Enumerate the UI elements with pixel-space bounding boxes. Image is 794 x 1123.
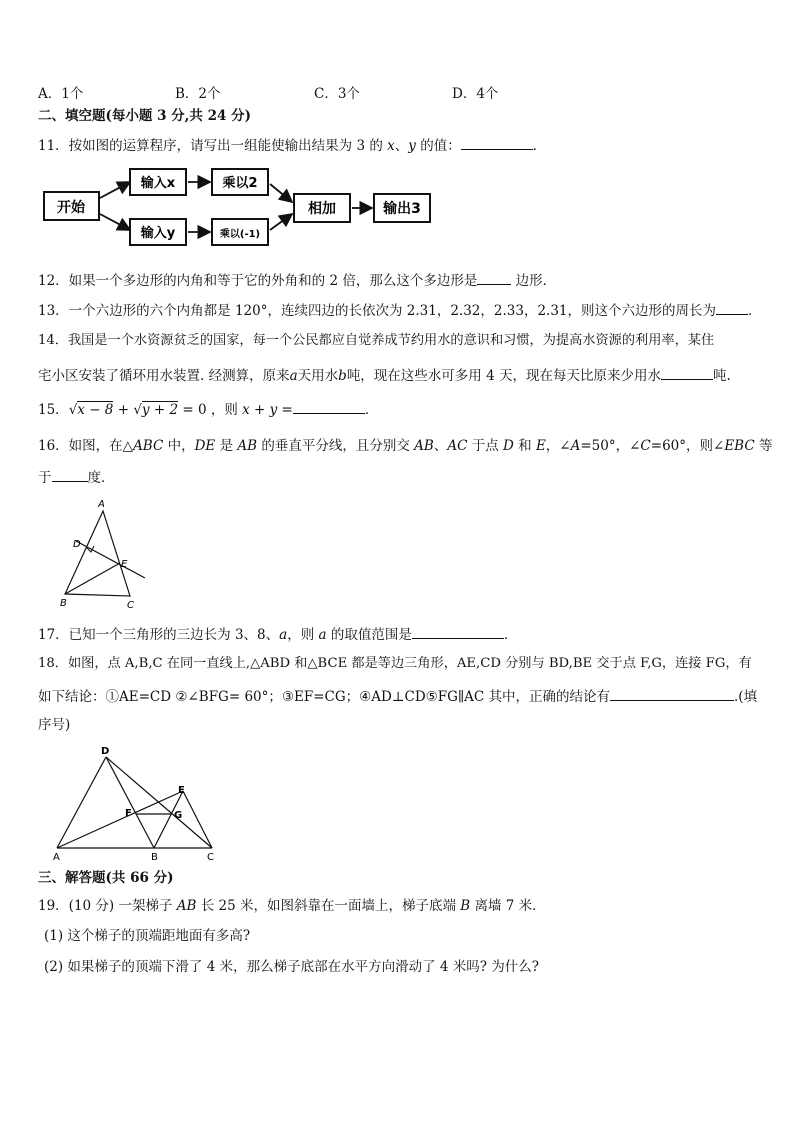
- flow-add-label: 相加: [308, 201, 336, 217]
- q13-answer-blank[interactable]: [716, 300, 748, 315]
- q16-ab2: AB: [414, 438, 434, 454]
- label-c: C: [127, 600, 134, 611]
- question-14-line2: [38, 365, 731, 385]
- label-a: A: [98, 499, 105, 510]
- question-16-line2: [38, 467, 115, 487]
- q15-eq: = 0 ，则: [178, 402, 243, 418]
- q15-radicand-1: x − 8: [77, 402, 114, 418]
- label-d: D: [101, 746, 110, 757]
- flow-start-label: 开始: [57, 200, 85, 216]
- q15-end: ．: [364, 402, 379, 418]
- label-b: B: [60, 598, 67, 609]
- section-2-heading: 二、填空题(每小题 3 分,共 24 分): [38, 108, 251, 124]
- perpendicular-bisector-de: [76, 541, 145, 578]
- q16-t11: 等: [754, 438, 773, 454]
- q14-text-b: 天用水: [297, 368, 339, 384]
- q16-t3: 是: [215, 438, 238, 454]
- sqrt-x-8: √x − 8: [68, 402, 114, 418]
- question-18-line3: 序号): [38, 717, 71, 733]
- q16-line2b: 度．: [87, 470, 115, 486]
- q17-mid: ，则: [287, 627, 319, 643]
- q19-t2: 长 25 米，如图斜靠在一面墙上，梯子底端: [196, 898, 461, 914]
- flow-mult-neg1-label: 乘以(-1): [219, 229, 261, 240]
- q16-e: E: [535, 438, 546, 454]
- q15-num: 15．: [38, 402, 69, 418]
- q16-angle-a: A: [570, 438, 581, 454]
- segment-ae: [57, 791, 183, 848]
- label-c: C: [207, 852, 214, 862]
- q16-d: D: [503, 438, 514, 454]
- option-d: D．4个: [452, 86, 499, 102]
- q14-text-a: 宅小区安装了循环用水装置. 经测算，原来: [38, 368, 290, 384]
- q16-t1: 16．如图，在△: [38, 438, 134, 454]
- label-d: D: [73, 539, 81, 550]
- flow-mult2-label: 乘以2: [222, 176, 258, 191]
- q14-var-b: b: [338, 368, 347, 384]
- q12-text: 12．如果一个多边形的内角和等于它的外角和的 2 倍，那么这个多边形是: [38, 273, 478, 289]
- question-16-line1: [38, 437, 772, 455]
- q12-answer-blank[interactable]: [477, 270, 511, 285]
- q18-line2-tail: .(填: [734, 689, 758, 705]
- q16-t7: 和: [513, 438, 536, 454]
- q16-line2a: 于: [38, 470, 52, 486]
- q11-var-y: y: [408, 138, 416, 154]
- segment-be: [65, 563, 120, 594]
- q17-var-a2: a: [318, 627, 327, 643]
- question-19: [38, 897, 546, 915]
- flow-input-x-label: 输入x: [140, 176, 176, 191]
- question-12: [38, 270, 556, 290]
- question-14-line1: 14．我国是一个水资源贫乏的国家，每一个公民都应自觉养成节约用水的意识和习惯，为提高水资源的利用率，某住: [38, 333, 715, 348]
- q11-answer-blank[interactable]: [461, 135, 533, 150]
- label-f: F: [125, 808, 132, 819]
- q16-t6: 于点: [467, 438, 504, 454]
- q19-t1: 19．(10 分) 一架梯子: [38, 898, 177, 914]
- label-b: B: [151, 852, 158, 862]
- label-g: G: [174, 810, 183, 821]
- question-13: [38, 300, 762, 320]
- label-a: A: [53, 852, 60, 862]
- question-18-line2: [38, 686, 757, 706]
- segment-dc: [106, 757, 212, 848]
- question-18-line1: 18．如图，点 A,B,C 在同一直线上,△ABD 和△BCE 都是等边三角形，AE,CD 分别与 BD,BE 交于点 F,G，连接 FG，有: [38, 656, 752, 671]
- q19-t3: 离墙 7 米．: [470, 898, 546, 914]
- label-e: E: [121, 559, 128, 570]
- q17-text: 17．已知一个三角形的三边长为 3、8、: [38, 627, 280, 643]
- q14-text-c: 吨，现在这些水可多用 4 天，现在每天比原来少用水: [346, 368, 661, 384]
- q18-answer-blank[interactable]: [610, 686, 734, 701]
- q16-ab: AB: [237, 438, 258, 454]
- q16-answer-blank[interactable]: [52, 467, 88, 482]
- option-a: A．1个: [38, 86, 84, 102]
- q19-ab: AB: [176, 898, 197, 914]
- q16-t2: 中，: [163, 438, 195, 454]
- q15-radicand-2: y + 2: [141, 402, 179, 418]
- q17-answer-blank[interactable]: [412, 624, 504, 639]
- q11-text: 11．按如图的运算程序，请写出一组能使输出结果为 3 的: [38, 138, 383, 154]
- option-c: C．3个: [314, 86, 360, 102]
- label-e: E: [178, 785, 185, 796]
- equilateral-figure-18: [45, 744, 225, 862]
- segment-ad: [57, 757, 106, 848]
- segment-ec: [183, 791, 212, 848]
- q16-t4: 的垂直平分线，且分别交: [257, 438, 415, 454]
- q15-ask: x + y =: [242, 402, 293, 418]
- q12-tail: 边形．: [511, 273, 557, 289]
- flowchart-figure: [38, 160, 440, 252]
- q13-text: 13．一个六边形的六个内角都是 120°，连续四边的长依次为 2.31，2.32，2.33，2.31，则这个六边形的周长为: [38, 303, 717, 319]
- q14-var-a: a: [289, 368, 298, 384]
- q16-de: DE: [194, 438, 216, 454]
- q16-t5: 、: [433, 438, 448, 454]
- q16-t9: =50°，∠: [580, 438, 641, 454]
- q16-abc: ABC: [133, 438, 164, 454]
- question-19-part-1: (1) 这个梯子的顶端距地面有多高?: [44, 928, 251, 944]
- q17-tail: 的取值范围是: [326, 627, 412, 643]
- flow-output-label: 输出3: [383, 201, 421, 217]
- q16-ebc: EBC: [724, 438, 755, 454]
- q16-angle-c: C: [640, 438, 651, 454]
- segment-db: [106, 757, 154, 848]
- triangle-abc: [65, 511, 130, 596]
- section-3-heading: 三、解答题(共 66 分): [38, 870, 174, 886]
- question-17: [38, 624, 517, 644]
- q17-var-a: a: [279, 627, 288, 643]
- q11-end: ．: [532, 138, 547, 154]
- sqrt-y-2: √y + 2: [133, 402, 179, 418]
- question-19-part-2: (2) 如果梯子的顶端下滑了 4 米，那么梯子底部在水平方向滑动了 4 米吗? 为什么?: [44, 959, 540, 975]
- flow-input-y-label: 输入y: [140, 226, 176, 241]
- question-15: 15．√x − 8 + √y + 2 = 0 ，则 x + y = ．: [38, 399, 378, 421]
- q15-answer-blank[interactable]: [293, 399, 365, 414]
- q11-sep: 、: [394, 138, 409, 154]
- q19-b: B: [460, 898, 471, 914]
- q13-tail: ．: [748, 303, 762, 319]
- q16-t10: =60°，则∠: [650, 438, 725, 454]
- q14-tail: 吨.: [712, 368, 731, 384]
- q16-ac: AC: [447, 438, 468, 454]
- q16-t8: ，∠: [545, 438, 571, 454]
- triangle-figure-16: [50, 497, 160, 615]
- q18-line2: 如下结论：①AE=CD ②∠BFG= 60°；③EF=CG；④AD⊥CD⑤FG∥AC 其中，正确的结论有: [38, 689, 611, 705]
- q11-tail: 的值：: [420, 138, 461, 154]
- question-11: [38, 135, 546, 155]
- q17-end: ．: [503, 627, 518, 643]
- q11-var-x: x: [387, 138, 395, 154]
- q14-answer-blank[interactable]: [661, 365, 713, 380]
- option-b: B．2个: [175, 86, 221, 102]
